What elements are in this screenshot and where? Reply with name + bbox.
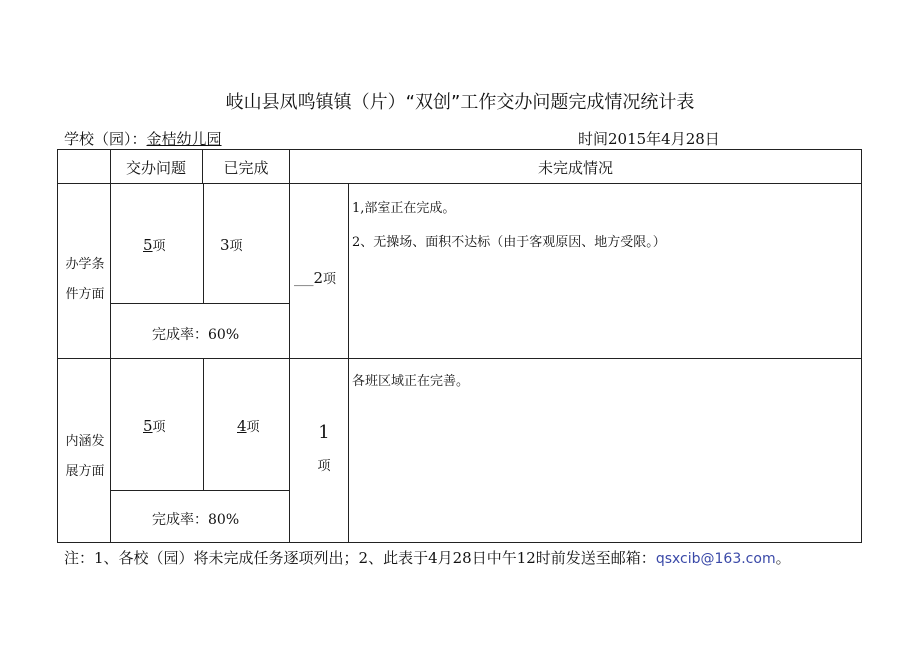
school-info [64, 128, 222, 149]
assigned-count [143, 416, 166, 435]
school-name: 金桔幼儿园 [146, 130, 222, 148]
note-end: 。 [775, 549, 791, 567]
email-address: qsxcib@163.com [655, 551, 776, 567]
header-incomplete: 未完成情况 [537, 159, 613, 177]
count-unit: 项 [323, 272, 337, 287]
count-number: 2 [313, 269, 324, 287]
pending-blank: ___ [294, 272, 314, 287]
school-label: 学校（园）： [64, 130, 147, 148]
pending-count [294, 268, 336, 287]
count-unit: 项 [229, 239, 243, 254]
detail-line: 各班区域正在完善。 [352, 374, 470, 389]
completed-count [220, 235, 243, 254]
completion-rate: 完成率：80% [152, 512, 240, 528]
grid-line [110, 149, 111, 542]
detail-line: 2、无操场、面积不达标（由于客观原因、地方受限。） [352, 235, 666, 250]
grid-line [289, 149, 290, 542]
count-unit: 项 [152, 420, 166, 435]
pending-count [312, 422, 336, 474]
detail-line: 1,部室正在完成。 [352, 201, 456, 216]
grid-line [57, 358, 862, 359]
completion-rate: 完成率：60% [152, 327, 240, 343]
count-number: 5 [143, 236, 153, 254]
incomplete-details [352, 192, 666, 260]
category-line: 内涵发 [65, 434, 105, 449]
grid-line [110, 303, 290, 304]
count-unit: 项 [246, 420, 260, 435]
count-unit: 项 [317, 459, 331, 474]
grid-line [348, 183, 349, 542]
grid-line [203, 183, 204, 303]
category-line: 办学条 [65, 257, 105, 272]
grid-line [57, 149, 862, 150]
category-line: 展方面 [65, 464, 105, 479]
report-date: 时间2015年4月28日 [578, 130, 720, 148]
count-number: 3 [220, 236, 230, 254]
count-number: 5 [143, 417, 153, 435]
incomplete-details [352, 370, 469, 389]
completed-count [237, 416, 260, 435]
row-category [60, 427, 110, 487]
category-line: 件方面 [65, 287, 105, 302]
header-assigned: 交办问题 [125, 159, 186, 177]
note-text: 注：1、各校（园）将未完成任务逐项列出；2、此表于4月28日中午12时前发送至邮箱： [64, 549, 656, 567]
grid-line [861, 149, 862, 542]
footnote [64, 547, 791, 568]
row-category [60, 250, 110, 310]
grid-line [57, 149, 58, 542]
count-unit: 项 [152, 239, 166, 254]
grid-line [203, 358, 204, 490]
count-number: 1 [318, 422, 330, 443]
page-title: 岐山县凤鸣镇镇（片）“双创”工作交办问题完成情况统计表 [225, 92, 695, 113]
grid-line [57, 183, 862, 184]
grid-line [57, 542, 862, 543]
header-completed: 已完成 [223, 159, 269, 177]
grid-line [110, 490, 290, 491]
assigned-count [143, 235, 166, 254]
count-number: 4 [237, 417, 247, 435]
